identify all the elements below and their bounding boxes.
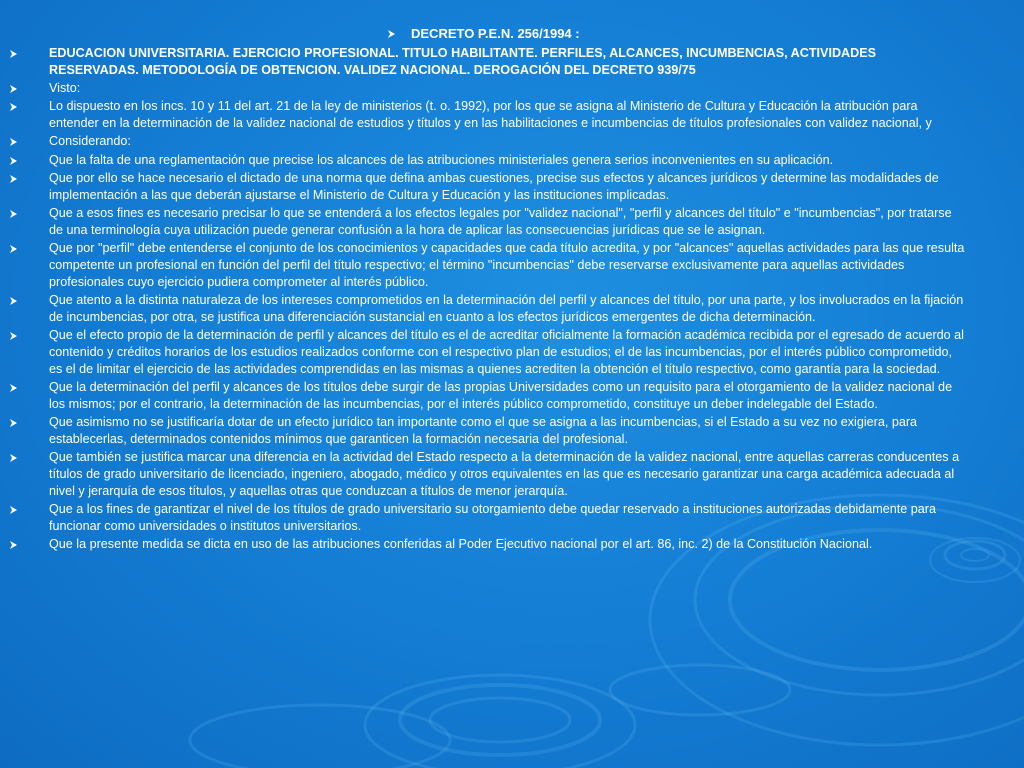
arrow-bullet-icon [10,245,17,253]
list-item-text: Que a los fines de garantizar el nivel de los títulos de grado universitario su otorgamiento debe quedar reservado a instituciones autorizadas debidamente para funcionar como universidades o institutos universitarios. [49,502,936,534]
arrow-bullet-icon [10,384,17,392]
arrow-bullet-icon [10,454,17,462]
slide-title [388,26,580,42]
list-item-considerando [0,133,1024,150]
list-item [0,536,1024,553]
arrow-bullet-icon [10,175,17,183]
list-item-text: Que el efecto propio de la determinación de perfil y alcances del título es el de acreditar oficialmente la formación académica recibida por el egresado de acuerdo al contenido y créditos horarios de los estudios realizados conforme con el respectivo plan de estudios; el de las incumbencias, por el interés público comprometido, es el de limitar el ejercicio de las actividades comprendidas en las mismas a quienes acrediten la obtención el título respectivo, como garantía para la sociedad. [49,328,964,376]
list-item-text: Que la falta de una reglamentación que precise los alcances de las atribuciones ministeriales genera serios inconvenientes en su aplicación. [49,152,834,167]
slide-title-text: DECRETO P.E.N. 256/1994 : [411,26,580,41]
list-item [0,98,1024,132]
list-item-text: Que asimismo no se justificaría dotar de un efecto jurídico tan importante como el que se asigna a las incumbencias, si el Estado a su vez no exigiera, para establecerlas, determinados contenidos mínimos que garanticen la formación necesaria del profesional. [49,415,918,447]
list-item-text: Que la determinación del perfil y alcances de los títulos debe surgir de las propias Universidades como un requisito para el otorgamiento de la validez nacional de los mismos; por el contrario, la determinación de las incumbencias, por el interés público comprometido, constituye un deber indelegable del Estado. [49,380,953,411]
arrow-bullet-icon [10,157,17,165]
arrow-bullet-icon [10,103,17,111]
list-item [0,152,1024,169]
list-item-visto [0,80,1024,97]
list-item-text: Lo dispuesto en los incs. 10 y 11 del art. 21 de la ley de ministerios (t. o. 1992), por los que se asigna al Ministerio de Cultura y Educación la atribución para entender en la determinación de la validez nacional de estudios y títulos y en las habilitaciones e incumbencias de títulos profesionales con validez nacional, y [49,99,932,131]
list-item [0,379,1024,413]
arrow-bullet-icon [10,419,17,427]
list-item-text: Que por ello se hace necesario el dictado de una norma que defina ambas cuestiones, precise sus efectos y alcances jurídicos y determine las modalidades de implementación a las que deberán ajustarse el Ministerio de Cultura y Educación y las instituciones implicadas. [49,171,939,202]
list-item [0,170,1024,204]
list-item [0,501,1024,535]
list-item-text: Visto: [49,81,81,96]
list-item-text: Que la presente medida se dicta en uso de las atribuciones conferidas al Poder Ejecutivo nacional por el art. 86, inc. 2) de la Constitución Nacional. [49,537,873,552]
list-item [0,327,1024,377]
list-item-subject [0,45,1024,79]
list-item [0,205,1024,239]
list-item [0,414,1024,448]
list-item-text: EDUCACION UNIVERSITARIA. EJERCICIO PROFESIONAL. TITULO HABILITANTE. PERFILES, ALCANCES, INCUMBENCIAS, ACTIVIDADES RESERVADAS. METODOLOGÍA DE OBTENCION. VALIDEZ NACIONAL. DEROGACIÓN DEL DECRETO 939/75 [49,46,877,77]
arrow-bullet-icon [10,210,17,218]
list-item-text: Que también se justifica marcar una diferencia en la actividad del Estado respecto a la determinación de la validez nacional, entre aquellas carreras conducentes a títulos de grado universitario de licenciado, ingeniero, abogado, médico y otros equivalentes en las que es necesario garantizar una carga académica adecuada al nivel y jerarquía de esos títulos, y aquellas otras que conduzcan a títulos de menor jerarquía. [49,450,960,498]
bullet-list [0,45,1024,555]
list-item-text: Que atento a la distinta naturaleza de los intereses comprometidos en la determinación del perfil y alcances del título, por una parte, y los involucrados en la fijación de incumbencias, por otra, se justifica una diferenciación sustancial en cuanto a los efectos jurídicos emergentes de dicha determinación. [49,293,964,324]
list-item-text: Que por "perfil" debe entenderse el conjunto de los conocimientos y capacidades que cada título acredita, y por "alcances" aquellas actividades para las que resulta competente un profesional en función del perfil del título respectivo; el término "incumbencias" debe reservarse exclusivamente para aquellas actividades profesionales cuyo ejercicio pudiera comprometer al interés público. [49,241,965,289]
arrow-bullet-icon [10,297,17,305]
list-item-text: Que a esos fines es necesario precisar lo que se entenderá a los efectos legales por "validez nacional", "perfil y alcances del título" e "incumbencias", por tratarse de una terminología cuya utilización puede generar confusión a la hora de aplicar las consecuencias jurídicas que se le asignan. [49,206,952,237]
list-item [0,292,1024,326]
arrow-bullet-icon [388,30,395,38]
arrow-bullet-icon [10,138,17,146]
list-item [0,240,1024,290]
arrow-bullet-icon [10,50,17,58]
list-item [0,449,1024,499]
list-item-text: Considerando: [49,134,131,149]
arrow-bullet-icon [10,85,17,93]
arrow-bullet-icon [10,506,17,514]
arrow-bullet-icon [10,332,17,340]
arrow-bullet-icon [10,541,17,549]
